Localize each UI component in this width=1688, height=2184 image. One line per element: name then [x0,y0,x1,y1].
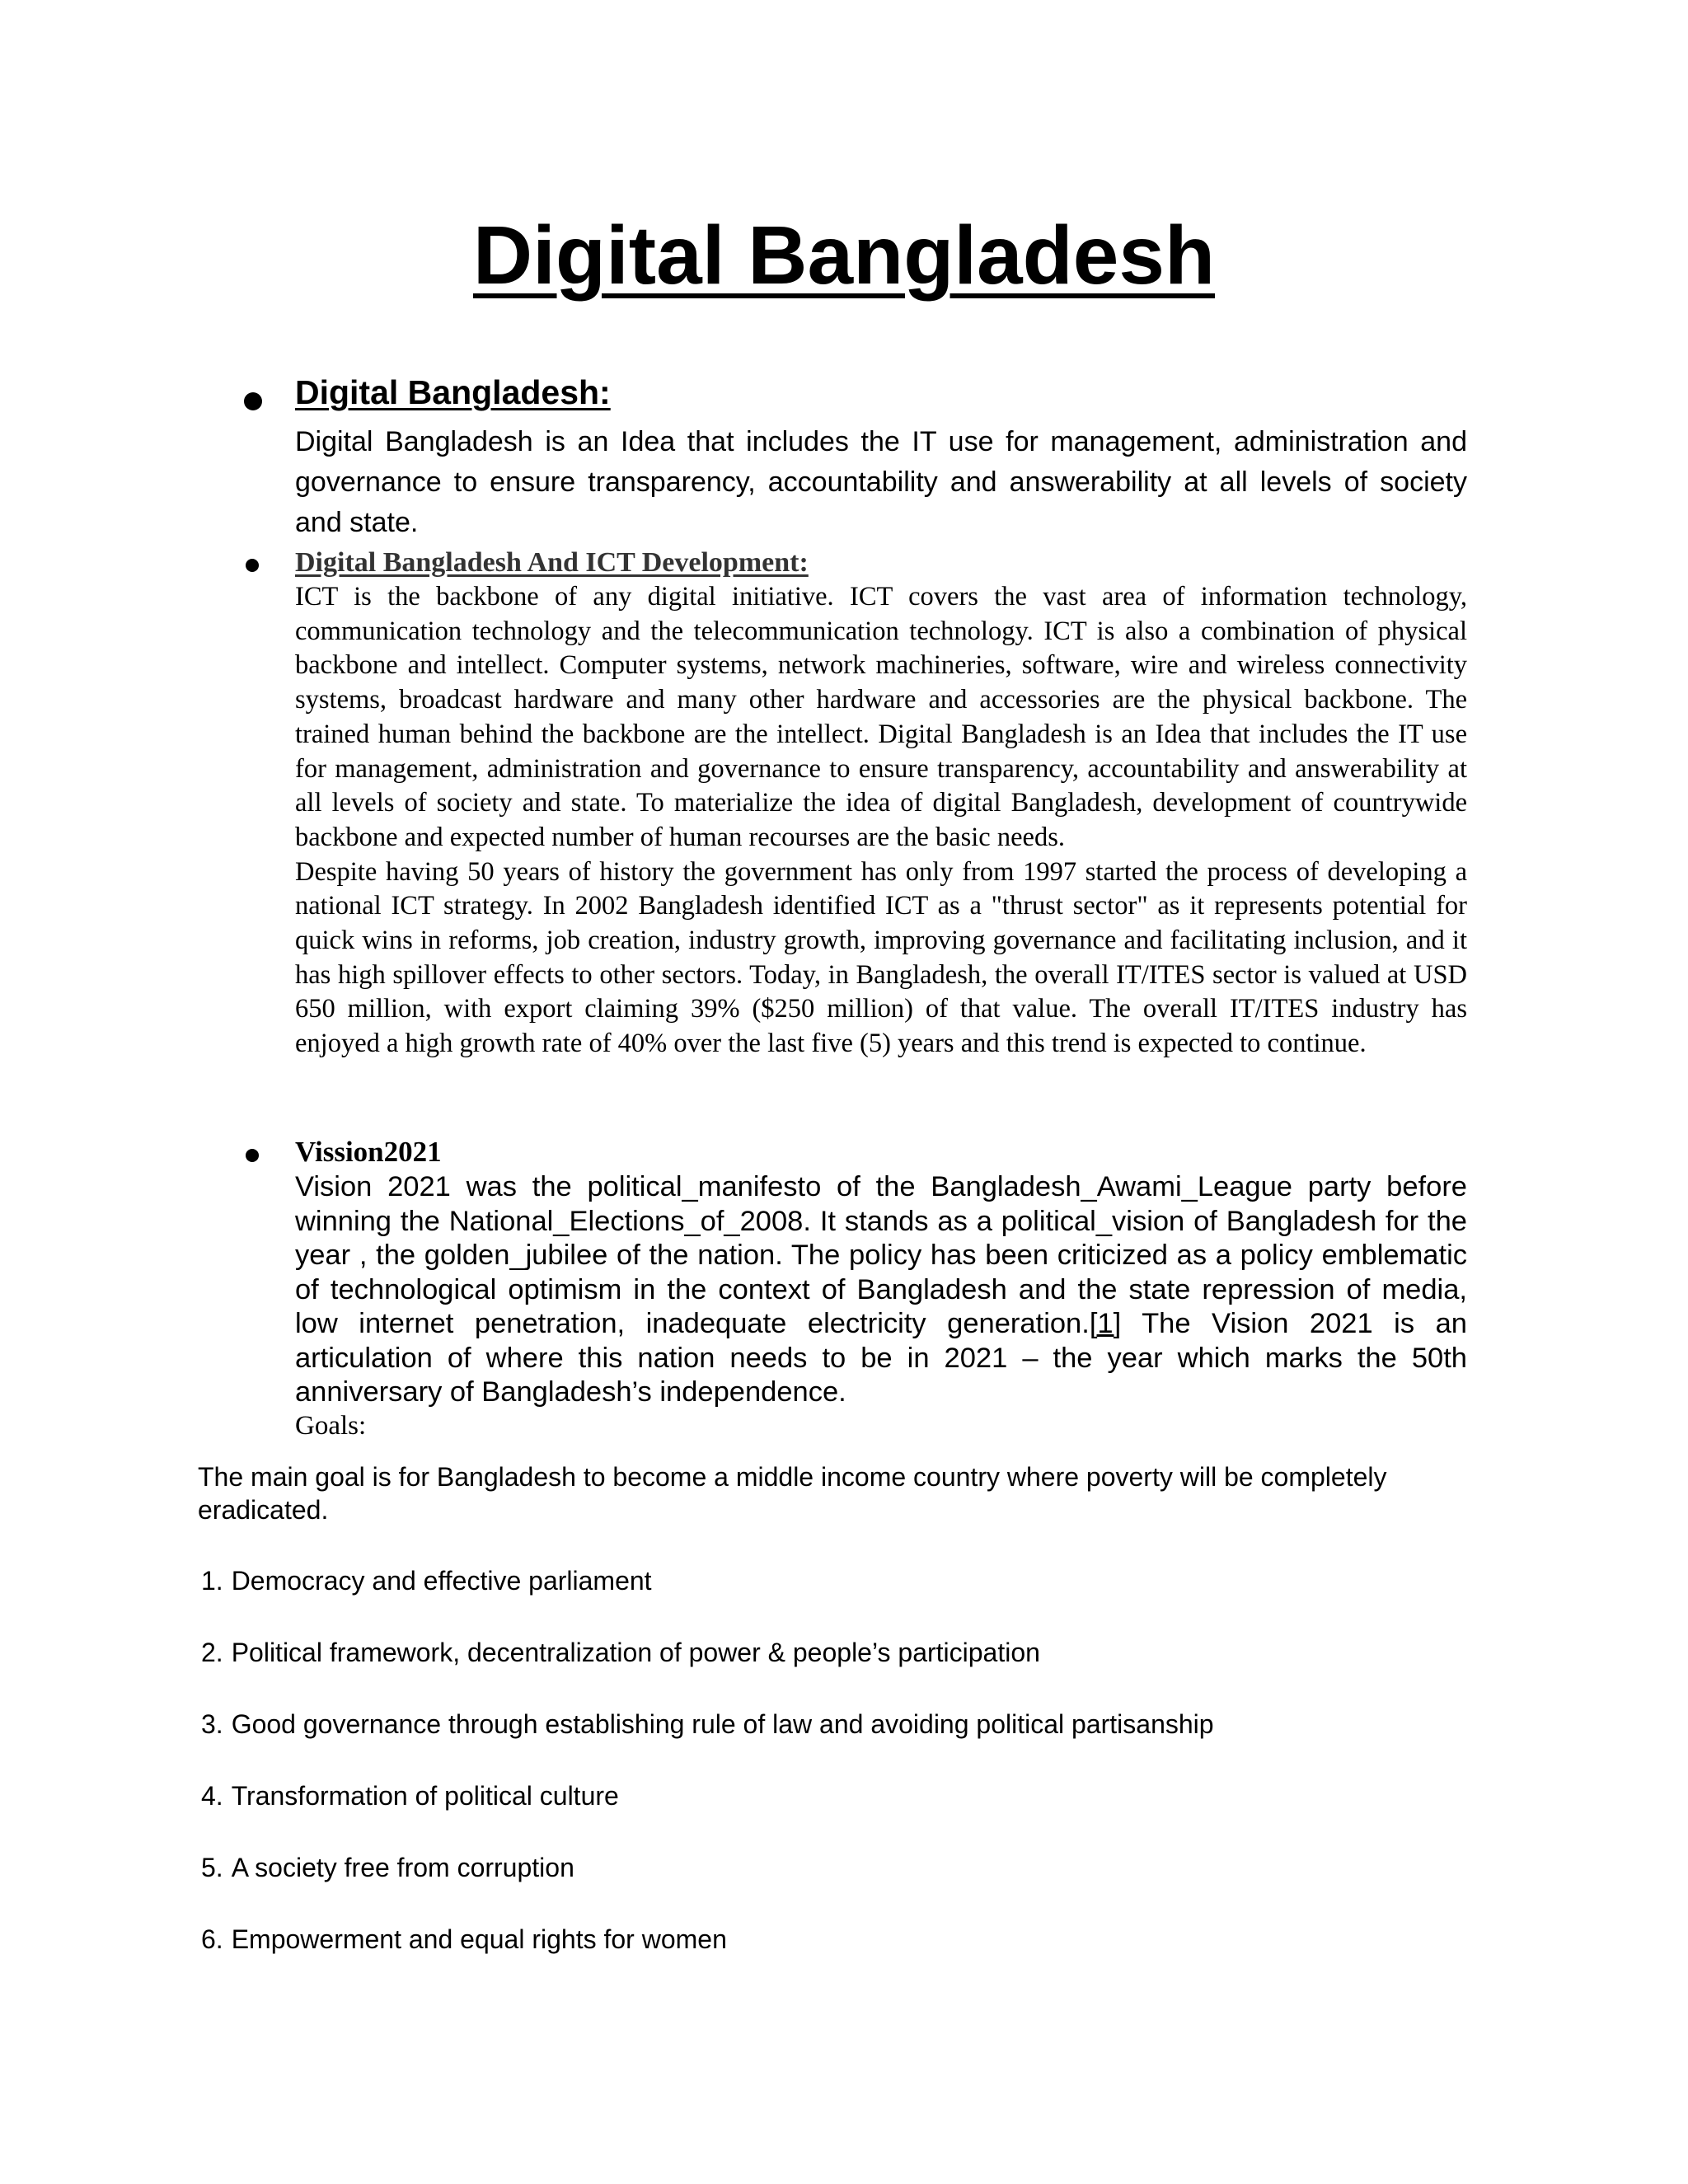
goal-item [201,1636,1214,1669]
citation-link[interactable]: [1] [1089,1308,1122,1339]
section-paragraph: ICT is the backbone of any digital initiative. ICT covers the vast area of information technology, communication technology and the telecommunication technology. ICT is also a combination of physical backbone and intellect. Computer systems, network machineries, software, wire and wireless connectivity systems, broadcast hardware and many other hardware and accessories are the physical backbone. The trained human behind the backbone are the intellect. Digital Bangladesh is an Idea that includes the IT use for management, administration and governance to ensure transparency, accountability and answerability at all levels of society and state. To materialize the idea of digital Bangladesh, development of countrywide backbone and expected number of human recourses are the basic needs. [295,582,1467,852]
goal-item [201,1708,1214,1741]
section-vision-2021 [295,1134,1467,1441]
section-heading: Digital Bangladesh: [295,373,611,411]
goal-number: 1. [201,1566,223,1596]
main-goal-paragraph: The main goal is for Bangladesh to become a middle income country where poverty will be completely eradicated. [198,1462,1387,1525]
goal-text: Democracy and effective parliament [231,1566,652,1596]
vision-paragraph [295,1170,1467,1410]
goals-list [201,1564,1214,1994]
goal-item [201,1851,1214,1884]
bullet-icon [244,392,262,410]
section-ict-development [295,546,1467,1062]
goal-number: 3. [201,1709,223,1739]
bullet-icon [246,559,259,572]
goal-text: Good governance through establishing rule of law and avoiding political partisanship [231,1709,1214,1739]
goal-text: Political framework, decentralization of power & people’s participation [231,1638,1040,1667]
section-digital-bangladesh [295,369,1467,543]
document-title [0,206,1688,305]
section-paragraph: Digital Bangladesh is an Idea that includes the IT use for management, administration and governance to ensure transparency, accountability and answerability at all levels of society and state. [295,426,1467,538]
goal-number: 6. [201,1924,223,1954]
goal-text: Empowerment and equal rights for women [231,1924,727,1954]
goal-item [201,1564,1214,1597]
goal-number: 5. [201,1853,223,1882]
goals-label: Goals: [295,1410,367,1441]
document-title-text: Digital Bangladesh [472,209,1216,302]
goal-text: Transformation of political culture [231,1781,619,1811]
section-heading: Vission2021 [295,1136,442,1168]
vision-text-part-1: Vision 2021 was the political_manifesto of the Bangladesh_Awami_League party before winning the National_Elections_of_2008. It stands as a political_vision of Bangladesh for the year , the golden_jubilee of the nation. The policy has been criticized as a policy emblematic of technological optimism in the context of Bangladesh and the state repression of media, low internet penetration, inadequate electricity generation. [295,1171,1467,1339]
bullet-icon [246,1149,259,1162]
vision-text-part-2: The Vision 2021 is an articulation of where this nation needs to be in 2021 – the year which marks the 50th anniversary of Bangladesh’s independence. [295,1308,1467,1408]
section-heading: Digital Bangladesh And ICT Development: [295,547,809,578]
goal-number: 2. [201,1638,223,1667]
section-paragraph: Despite having 50 years of history the government has only from 1997 started the process of developing a national ICT strategy. In 2002 Bangladesh identified ICT as a "thrust sector" as it represents potential for quick wins in reforms, job creation, industry growth, improving governance and facilitating inclusion, and it has high spillover effects to other sectors. Today, in Bangladesh, the overall IT/ITES sector is valued at USD 650 million, with export claiming 39% ($250 million) of that value. The overall IT/ITES industry has enjoyed a high growth rate of 40% over the last five (5) years and this trend is expected to continue. [295,856,1467,1059]
goal-number: 4. [201,1781,223,1811]
goal-item [201,1779,1214,1812]
goal-text: A society free from corruption [231,1853,574,1882]
goal-item [201,1923,1214,1956]
